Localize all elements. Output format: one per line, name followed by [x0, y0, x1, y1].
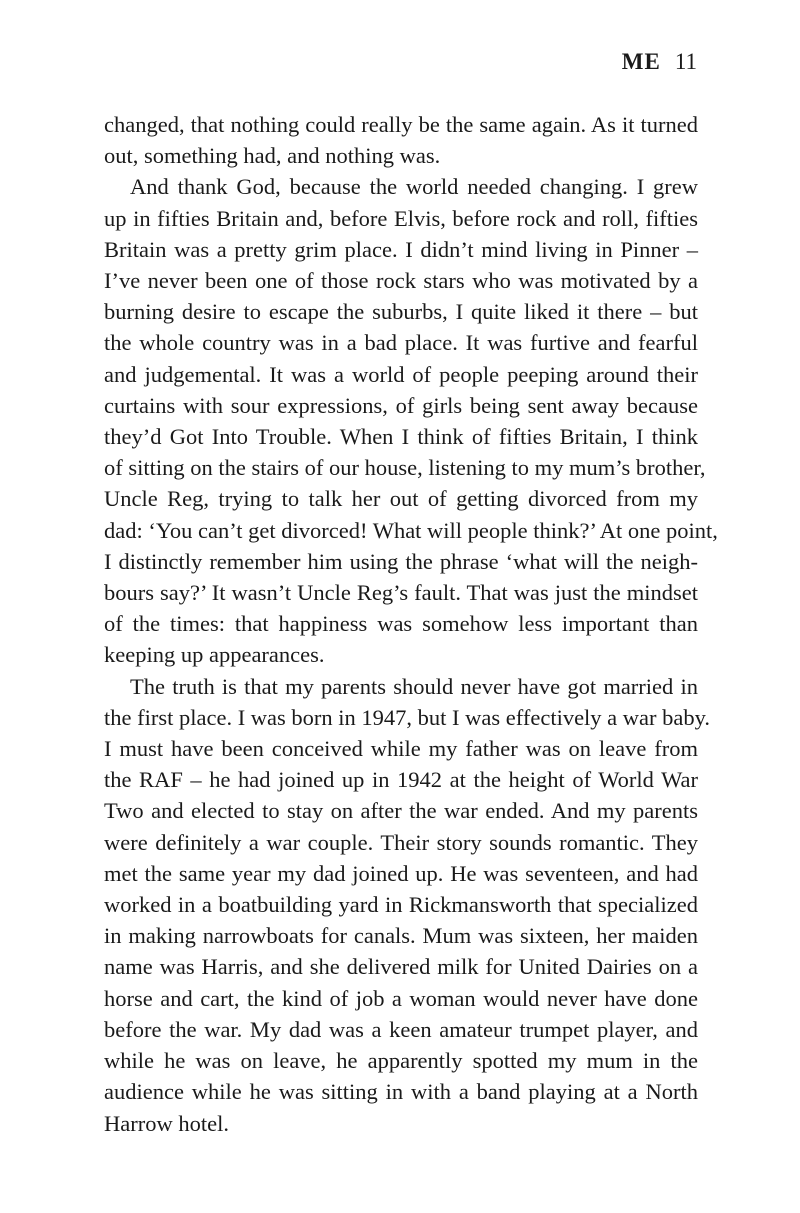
text-line: before the war. My dad was a keen amateur trumpet player, and	[104, 1016, 698, 1042]
text-line: were definitely a war couple. Their story sounds romantic. They	[104, 829, 698, 855]
text-line: horse and cart, the kind of job a woman would never have done	[104, 985, 698, 1011]
text-line: Harrow hotel.	[104, 1110, 229, 1136]
text-line: I distinctly remember him using the phrase ‘what will the neigh-	[104, 548, 698, 574]
text-line: out, something had, and nothing was.	[104, 143, 441, 169]
text-line: they’d Got Into Trouble. When I think of fifties Britain, I think	[104, 424, 698, 450]
text-line: up in fifties Britain and, before Elvis, before rock and roll, fifties	[104, 205, 698, 231]
text-line: The truth is that my parents should never have got married in	[130, 673, 698, 699]
text-line: met the same year my dad joined up. He was seventeen, and had	[104, 860, 698, 886]
text-line: the whole country was in a bad place. It was furtive and fearful	[104, 330, 698, 356]
running-head	[622, 47, 697, 77]
page-number: 11	[674, 49, 697, 74]
running-head-section-title: ME	[621, 49, 661, 74]
text-line: while he was on leave, he apparently spotted my mum in the	[104, 1048, 698, 1074]
text-line: changed, that nothing could really be the same again. As it turned	[104, 112, 698, 137]
text-line: dad: ‘You can’t get divorced! What will people think?’ At one point,	[104, 517, 718, 543]
text-line: And thank God, because the world needed changing. I grew	[130, 174, 698, 200]
text-line: I must have been conceived while my father was on leave from	[104, 736, 698, 762]
body-text	[104, 109, 718, 1139]
text-line: and judgemental. It was a world of people peeping around their	[104, 361, 698, 387]
text-line: of sitting on the stairs of our house, listening to my mum’s brother,	[104, 455, 706, 481]
text-line: curtains with sour expressions, of girls being sent away because	[104, 392, 698, 418]
text-line: in making narrowboats for canals. Mum was sixteen, her maiden	[104, 923, 698, 949]
text-line: the RAF – he had joined up in 1942 at the height of World War	[104, 767, 698, 793]
text-line: Uncle Reg, trying to talk her out of getting divorced from my	[104, 486, 698, 512]
text-line: worked in a boatbuilding yard in Rickmansworth that specialized	[104, 892, 698, 918]
text-line: Britain was a pretty grim place. I didn’t mind living in Pinner –	[104, 236, 698, 262]
text-line: keeping up appearances.	[104, 642, 325, 668]
text-line: audience while he was sitting in with a band playing at a North	[104, 1079, 698, 1105]
text-line: bours say?’ It wasn’t Uncle Reg’s fault. That was just the mindset	[104, 580, 698, 606]
text-line: name was Harris, and she delivered milk for United Dairies on a	[104, 954, 698, 980]
text-line: the first place. I was born in 1947, but I was effectively a war baby.	[104, 704, 711, 730]
text-line: burning desire to escape the suburbs, I quite liked it there – but	[104, 299, 698, 325]
text-line: Two and elected to stay on after the war ended. And my parents	[104, 798, 698, 824]
text-line: of the times: that happiness was somehow less important than	[104, 611, 698, 637]
text-line: I’ve never been one of those rock stars who was motivated by a	[104, 268, 698, 294]
